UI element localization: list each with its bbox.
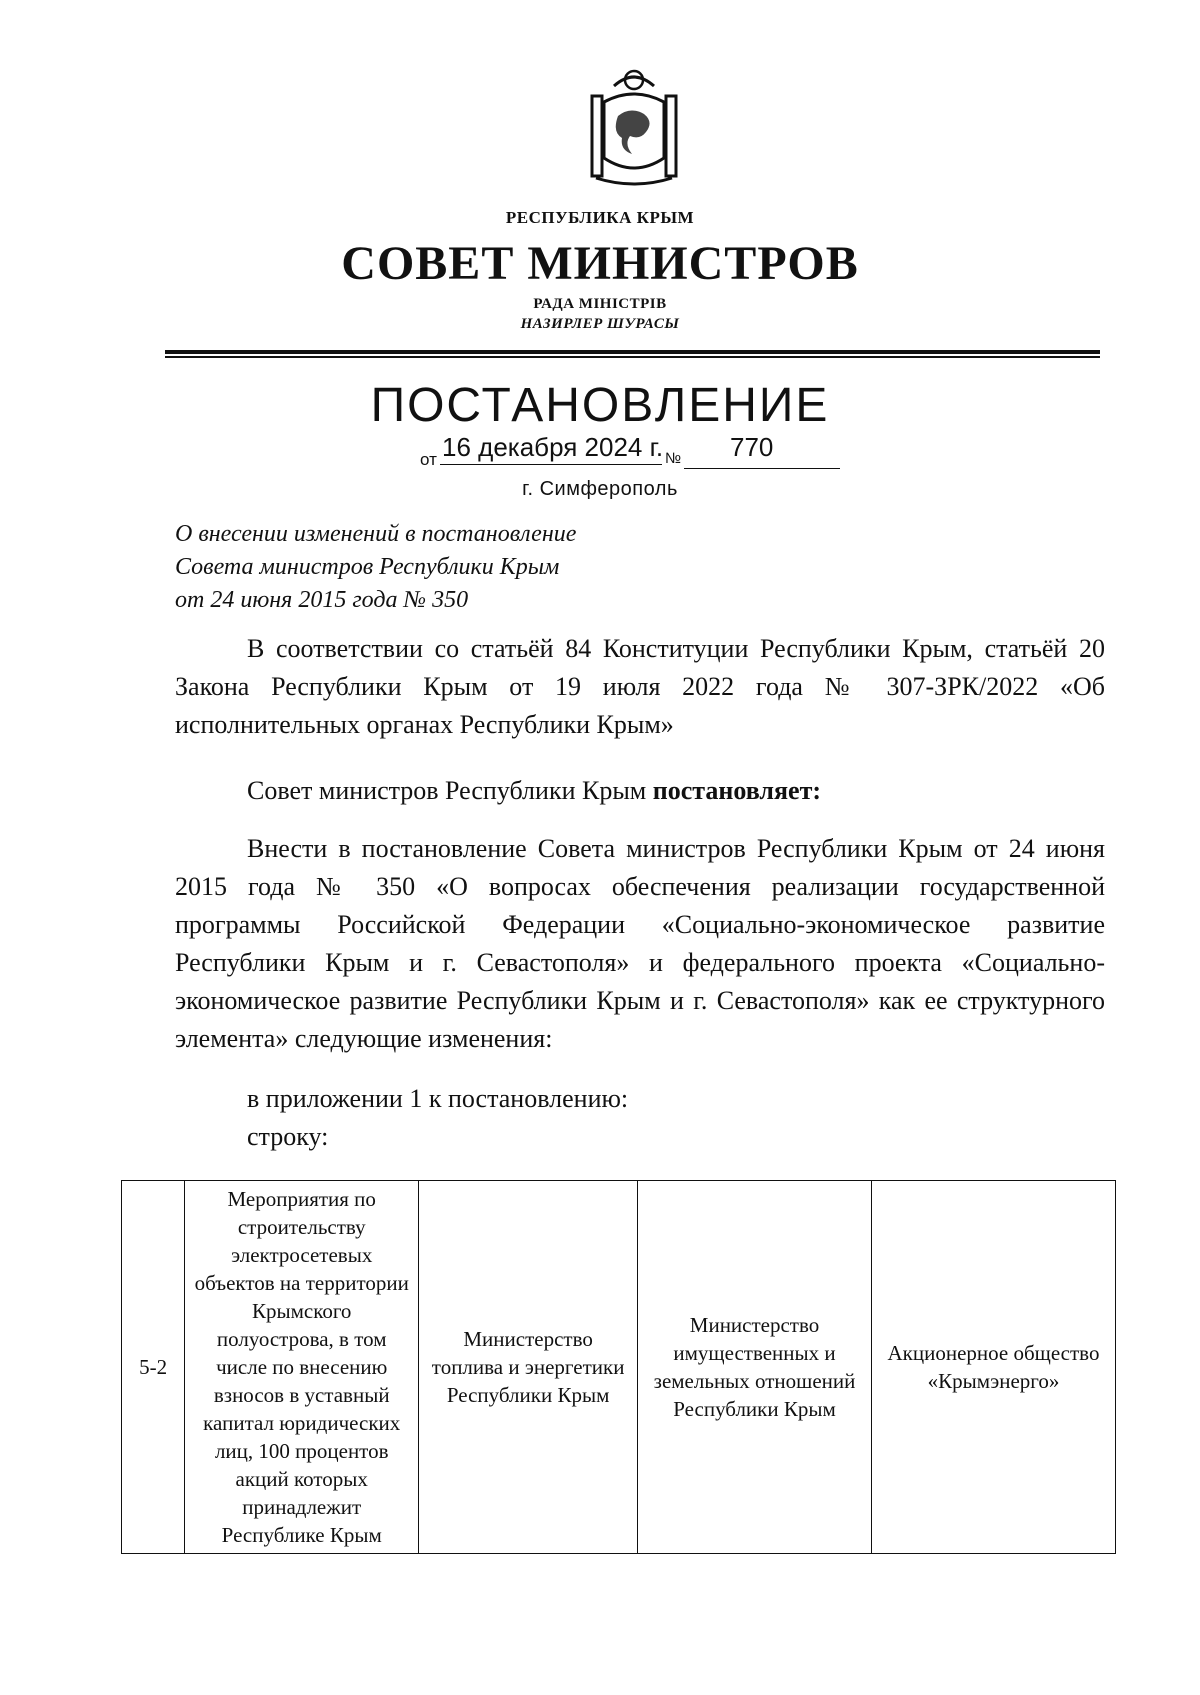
subject-line: О внесении изменений в постановление [175, 521, 577, 547]
number-underline [684, 468, 840, 469]
decree-date-number [420, 432, 840, 472]
resolution-paragraph [175, 772, 1105, 810]
table-cell-participant: Акционерное общество «Крымэнерго» [872, 1181, 1116, 1554]
decree-date: 16 декабря 2024 г. [442, 432, 664, 462]
subject-line: от 24 июня 2015 года № 350 [175, 587, 469, 613]
amendment-paragraph: Внести в постановление Совета министров Республики Крым от 24 июня 2015 года № 350 «О вопросах обеспечения реализации государственной программы Российской Федерации «Социально-экономическое развитие Республики Крым и г. Севастополя» и федерального проекта «Социально-экономическое развитие Республики Крым и г. Севастополя» как ее структурного элемента» следующие изменения: [175, 834, 1105, 1053]
amendment-table [121, 1180, 1116, 1554]
council-name-crimean-tatar: НАЗИРЛЕР ШУРАСЫ [520, 316, 680, 332]
council-name: СОВЕТ МИНИСТРОВ [341, 237, 859, 290]
republic-name: РЕСПУБЛИКА КРЫМ [505, 208, 695, 227]
table-cell-number: 5-2 [122, 1181, 185, 1554]
table-cell-responsible: Министерство топлива и энергетики Республики Крым [419, 1181, 638, 1554]
header-divider-thick [165, 350, 1100, 354]
decree-subject [175, 518, 576, 617]
resolution-verb: постановляет: [652, 776, 822, 805]
subject-line: Совета министров Республики Крым [175, 554, 560, 580]
decree-city: г. Симферополь [522, 478, 678, 500]
crimea-coat-of-arms-icon [584, 66, 684, 186]
date-prefix: от [420, 450, 437, 469]
table-cell-activity: Мероприятия по строительству электросетевых объектов на территории Крымского полуострова, в том числе по внесению взносов в уставный капитал юридических лиц, 100 процентов акций которых принадлежит Республике Крым [185, 1181, 419, 1554]
appendix-reference: в приложении 1 к постановлению: [247, 1084, 629, 1113]
preamble-paragraph: В соответствии со статьёй 84 Конституции Республики Крым, статьёй 20 Закона Республики Крым от 19 июля 2022 года № 307-ЗРК/2022 «Об исполнительных органах Республики Крым» [175, 634, 1105, 739]
date-underline [440, 464, 662, 465]
header-divider-thin [165, 356, 1100, 358]
table-row [122, 1181, 1116, 1554]
row-reference: строку: [247, 1122, 329, 1151]
number-prefix: № [665, 450, 682, 467]
resolution-text: Совет министров Республики Крым [247, 776, 653, 805]
council-name-ukrainian: РАДА МІНІСТРІВ [533, 296, 667, 312]
decree-number: 770 [730, 432, 774, 462]
table-cell-co-executor: Министерство имущественных и земельных отношений Республики Крым [638, 1181, 872, 1554]
document-type-title: ПОСТАНОВЛЕНИЕ [370, 379, 830, 432]
